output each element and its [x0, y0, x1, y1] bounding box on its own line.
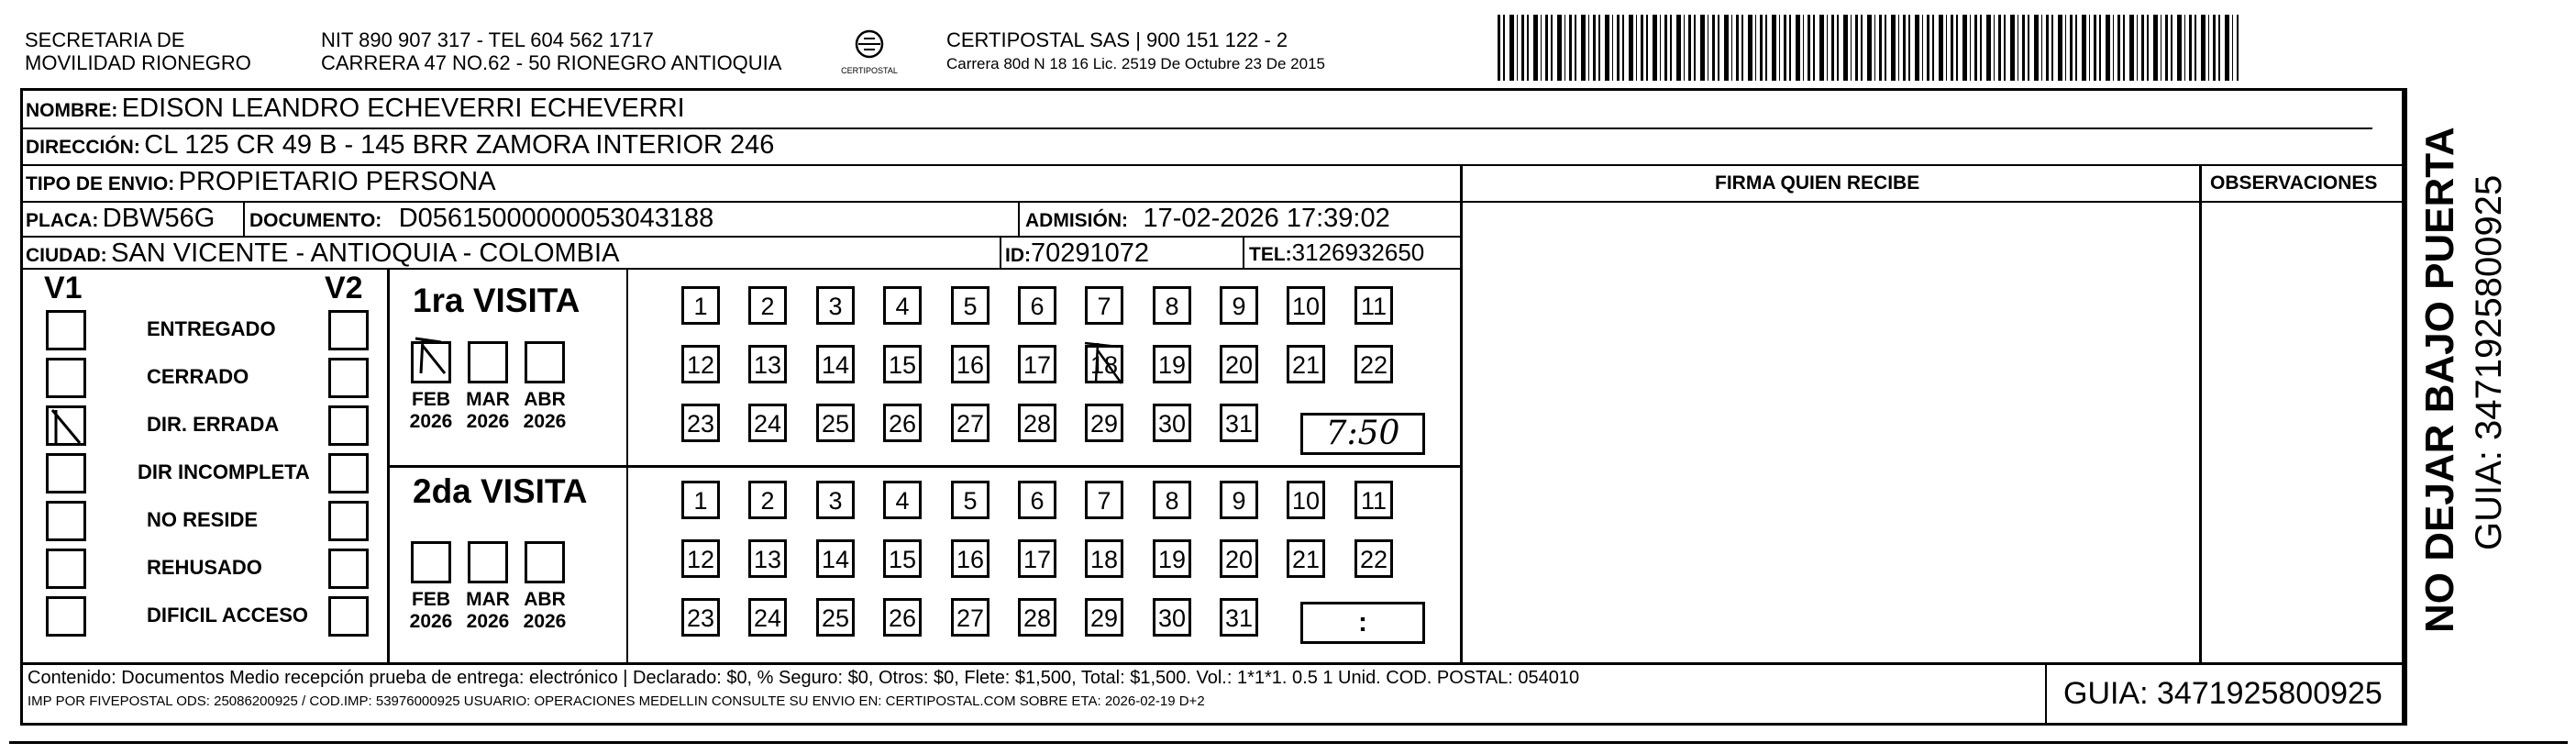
- day-checkbox[interactable]: 24: [748, 598, 787, 637]
- v1-checkbox[interactable]: [46, 501, 86, 541]
- day-checkbox[interactable]: 24: [748, 404, 787, 442]
- id-value: 70291072: [1031, 238, 1150, 268]
- v1-header: V1: [44, 271, 83, 305]
- v1-checkbox[interactable]: [46, 453, 86, 493]
- day-checkbox[interactable]: 7: [1085, 481, 1123, 519]
- certipostal-line: CERTIPOSTAL SAS | 900 151 122 - 2: [946, 28, 1288, 51]
- v2-checkbox[interactable]: [328, 596, 369, 637]
- day-checkbox[interactable]: 2: [748, 286, 787, 325]
- day-checkbox[interactable]: 30: [1153, 404, 1191, 442]
- day-checkbox[interactable]: 26: [883, 404, 922, 442]
- month-year: 2026: [466, 611, 510, 632]
- day-checkbox[interactable]: 17: [1018, 345, 1056, 383]
- day-checkbox[interactable]: 9: [1220, 481, 1258, 519]
- v2-checkbox[interactable]: [328, 358, 369, 398]
- ciudad-label: CIUDAD:: [26, 245, 107, 266]
- side-warning: NO DEJAR BAJO PUERTA: [2417, 127, 2462, 633]
- day-checkbox[interactable]: 19: [1153, 345, 1191, 383]
- day-checkbox[interactable]: 28: [1018, 404, 1056, 442]
- reason-label: ENTREGADO: [147, 317, 276, 340]
- day-checkbox[interactable]: 8: [1153, 481, 1191, 519]
- day-checkbox[interactable]: 31: [1220, 598, 1258, 637]
- direccion-label: DIRECCIÓN:: [26, 137, 140, 158]
- first-visit-time[interactable]: 7:50: [1300, 413, 1425, 455]
- day-checkbox[interactable]: 3: [816, 481, 855, 519]
- second-visit-time[interactable]: :: [1300, 602, 1425, 644]
- day-checkbox[interactable]: 29: [1085, 404, 1123, 442]
- day-checkbox[interactable]: 10: [1287, 481, 1325, 519]
- month-name: FEB: [412, 589, 450, 610]
- certipostal-license: Carrera 80d N 18 16 Lic. 2519 De Octubre 23 De 2015: [946, 55, 1325, 72]
- month-name: MAR: [466, 589, 510, 610]
- day-checkbox[interactable]: 25: [816, 598, 855, 637]
- month-year: 2026: [523, 411, 567, 432]
- col-divider: [2405, 88, 2407, 726]
- month-checkbox[interactable]: [411, 341, 451, 383]
- v2-checkbox[interactable]: [328, 501, 369, 541]
- month-checkbox[interactable]: [411, 541, 451, 583]
- reason-label: CERRADO: [147, 365, 249, 388]
- tipo-row: [26, 167, 496, 197]
- day-checkbox[interactable]: 26: [883, 598, 922, 637]
- reason-label: NO RESIDE: [147, 508, 259, 531]
- col-divider: [1460, 164, 1463, 662]
- day-checkbox[interactable]: 4: [883, 286, 922, 325]
- row-divider: [387, 465, 1460, 468]
- tel-row: [1249, 238, 1424, 267]
- observaciones-label: OBSERVACIONES: [2210, 172, 2378, 194]
- day-checkbox[interactable]: 6: [1018, 286, 1056, 325]
- col-divider: [1018, 201, 1020, 236]
- col-divider: [1243, 236, 1244, 268]
- footer-imp-line: IMP POR FIVEPOSTAL ODS: 25086200925 / COD.IMP: 53976000925 USUARIO: OPERACIONES MEDELLIN CONSULTE SU ENVIO EN: CERTIPOSTAL.COM SOBRE ETA: 2026-02-19 D+2: [28, 693, 1205, 709]
- day-checkbox[interactable]: 28: [1018, 598, 1056, 637]
- id-label: ID:: [1005, 245, 1031, 266]
- reason-label: REHUSADO: [147, 556, 262, 579]
- tipo-value: PROPIETARIO PERSONA: [178, 167, 496, 196]
- day-checkbox[interactable]: 11: [1354, 481, 1393, 519]
- reason-label: DIR. ERRADA: [147, 413, 280, 436]
- month-name: ABR: [524, 389, 566, 410]
- day-checkbox[interactable]: 1: [681, 286, 720, 325]
- documento-row: [249, 204, 713, 234]
- day-mark: [1081, 338, 1125, 385]
- day-checkbox[interactable]: 20: [1220, 345, 1258, 383]
- month-checkbox[interactable]: [468, 541, 508, 583]
- month-year: 2026: [466, 411, 510, 432]
- secretaria-name-line2: MOVILIDAD RIONEGRO: [25, 51, 251, 74]
- day-checkbox[interactable]: 31: [1220, 404, 1258, 442]
- row-divider: [20, 201, 1460, 203]
- v2-checkbox[interactable]: [328, 549, 369, 589]
- tipo-label: TIPO DE ENVIO:: [26, 173, 175, 194]
- month-year: 2026: [523, 611, 567, 632]
- v1-checkbox[interactable]: [46, 310, 86, 350]
- admision-value: 17-02-2026 17:39:02: [1143, 204, 1390, 233]
- tel-value: 3126932650: [1291, 238, 1425, 266]
- placa-value: DBW56G: [102, 204, 216, 233]
- col-divider: [2045, 662, 2047, 726]
- day-checkbox[interactable]: 30: [1153, 598, 1191, 637]
- month-name: ABR: [524, 589, 566, 610]
- barcode: [1498, 15, 2239, 81]
- day-checkbox[interactable]: 23: [681, 404, 720, 442]
- day-checkbox[interactable]: 12: [681, 539, 720, 578]
- month-year: 2026: [409, 611, 453, 632]
- day-checkbox[interactable]: 4: [883, 481, 922, 519]
- day-checkbox[interactable]: 12: [681, 345, 720, 383]
- nombre-label: NOMBRE:: [26, 100, 118, 121]
- month-year: 2026: [409, 411, 453, 432]
- nit-line: NIT 890 907 317 - TEL 604 562 1717: [321, 28, 654, 51]
- ciudad-row: [26, 238, 619, 269]
- second-visit-title: 2da VISITA: [413, 472, 588, 510]
- admision-label: ADMISIÓN:: [1025, 210, 1128, 231]
- month-checkbox[interactable]: [525, 541, 565, 583]
- day-checkbox[interactable]: 6: [1018, 481, 1056, 519]
- month-checkbox[interactable]: [525, 341, 565, 383]
- day-checkbox[interactable]: 18: [1085, 539, 1123, 578]
- firma-label: FIRMA QUIEN RECIBE: [1715, 172, 1920, 194]
- col-divider: [626, 268, 628, 662]
- day-checkbox[interactable]: 15: [883, 345, 922, 383]
- month-checkbox[interactable]: [468, 341, 508, 383]
- col-divider: [243, 201, 245, 236]
- reason-label: DIFICIL ACCESO: [147, 604, 309, 626]
- day-checkbox[interactable]: 18: [1085, 345, 1123, 383]
- col-divider: [2199, 164, 2202, 662]
- col-divider: [1000, 236, 1001, 268]
- v2-checkbox[interactable]: [328, 310, 369, 350]
- day-checkbox[interactable]: 21: [1287, 345, 1325, 383]
- day-checkbox[interactable]: 17: [1018, 539, 1056, 578]
- day-checkbox[interactable]: 5: [951, 481, 989, 519]
- nombre-row: [26, 94, 685, 124]
- guia-box: GUIA: 3471925800925: [2063, 676, 2383, 711]
- ciudad-value: SAN VICENTE - ANTIOQUIA - COLOMBIA: [111, 238, 620, 268]
- day-checkbox[interactable]: 7: [1085, 286, 1123, 325]
- admision-row: [1025, 204, 1390, 234]
- address-line: CARRERA 47 NO.62 - 50 RIONEGRO ANTIOQUIA: [321, 51, 782, 74]
- direccion-value: CL 125 CR 49 B - 145 BRR ZAMORA INTERIOR 246: [144, 130, 775, 160]
- day-checkbox[interactable]: 14: [816, 345, 855, 383]
- day-checkbox[interactable]: 21: [1287, 539, 1325, 578]
- documento-label: DOCUMENTO:: [249, 210, 382, 231]
- day-checkbox[interactable]: 19: [1153, 539, 1191, 578]
- reason-label: DIR INCOMPLETA: [138, 460, 310, 483]
- v1-checkbox[interactable]: [46, 549, 86, 589]
- day-checkbox[interactable]: 22: [1354, 345, 1393, 383]
- row-divider: [20, 128, 2372, 129]
- day-checkbox[interactable]: 11: [1354, 286, 1393, 325]
- v2-header: V2: [325, 271, 363, 305]
- day-checkbox[interactable]: 3: [816, 286, 855, 325]
- day-checkbox[interactable]: 13: [748, 345, 787, 383]
- v2-checkbox[interactable]: [328, 405, 369, 446]
- day-checkbox[interactable]: 16: [951, 345, 989, 383]
- day-checkbox[interactable]: 1: [681, 481, 720, 519]
- nombre-value: EDISON LEANDRO ECHEVERRI ECHEVERRI: [121, 94, 685, 123]
- footer-divider: [20, 662, 2405, 665]
- day-checkbox[interactable]: 29: [1085, 598, 1123, 637]
- v1-checkbox[interactable]: [46, 596, 86, 637]
- tel-label: TEL:: [1249, 244, 1292, 265]
- day-checkbox[interactable]: 2: [748, 481, 787, 519]
- first-visit-title: 1ra VISITA: [413, 282, 580, 319]
- row-divider: [20, 164, 2405, 166]
- day-checkbox[interactable]: 15: [883, 539, 922, 578]
- day-checkbox[interactable]: 8: [1153, 286, 1191, 325]
- day-checkbox[interactable]: 9: [1220, 286, 1258, 325]
- day-checkbox[interactable]: 23: [681, 598, 720, 637]
- certipostal-logo: [836, 28, 902, 79]
- v1-checkbox[interactable]: [46, 405, 86, 446]
- logo-text: CERTIPOSTAL: [841, 66, 898, 75]
- day-checkbox[interactable]: 22: [1354, 539, 1393, 578]
- placa-row: [26, 204, 215, 234]
- day-checkbox[interactable]: 27: [951, 404, 989, 442]
- bottom-edge: [9, 741, 2568, 744]
- day-checkbox[interactable]: 16: [951, 539, 989, 578]
- month-name: MAR: [466, 389, 510, 410]
- day-checkbox[interactable]: 13: [748, 539, 787, 578]
- footer-content-line: Contenido: Documentos Medio recepción prueba de entrega: electrónico | Declarado: $0, % Seguro: $0, Otros: $0, Flete: $1,500, Total: $1,500. Vol.: 1*1*1. 0.5 1 Unid. COD. POSTAL: 054010: [28, 668, 1580, 688]
- day-checkbox[interactable]: 10: [1287, 286, 1325, 325]
- v1-checkbox[interactable]: [46, 358, 86, 398]
- row-divider: [1460, 201, 2405, 203]
- placa-label: PLACA:: [26, 210, 99, 231]
- day-checkbox[interactable]: 5: [951, 286, 989, 325]
- month-name: FEB: [412, 389, 450, 410]
- documento-value: D05615000000053043188: [398, 204, 714, 233]
- side-guia: GUIA: 3471925800925: [2469, 174, 2509, 550]
- day-checkbox[interactable]: 27: [951, 598, 989, 637]
- direccion-row: [26, 130, 774, 161]
- day-checkbox[interactable]: 20: [1220, 539, 1258, 578]
- day-checkbox[interactable]: 14: [816, 539, 855, 578]
- id-row: [1005, 238, 1149, 269]
- day-checkbox[interactable]: 25: [816, 404, 855, 442]
- secretaria-name-line1: SECRETARIA DE: [25, 28, 185, 51]
- v2-checkbox[interactable]: [328, 453, 369, 493]
